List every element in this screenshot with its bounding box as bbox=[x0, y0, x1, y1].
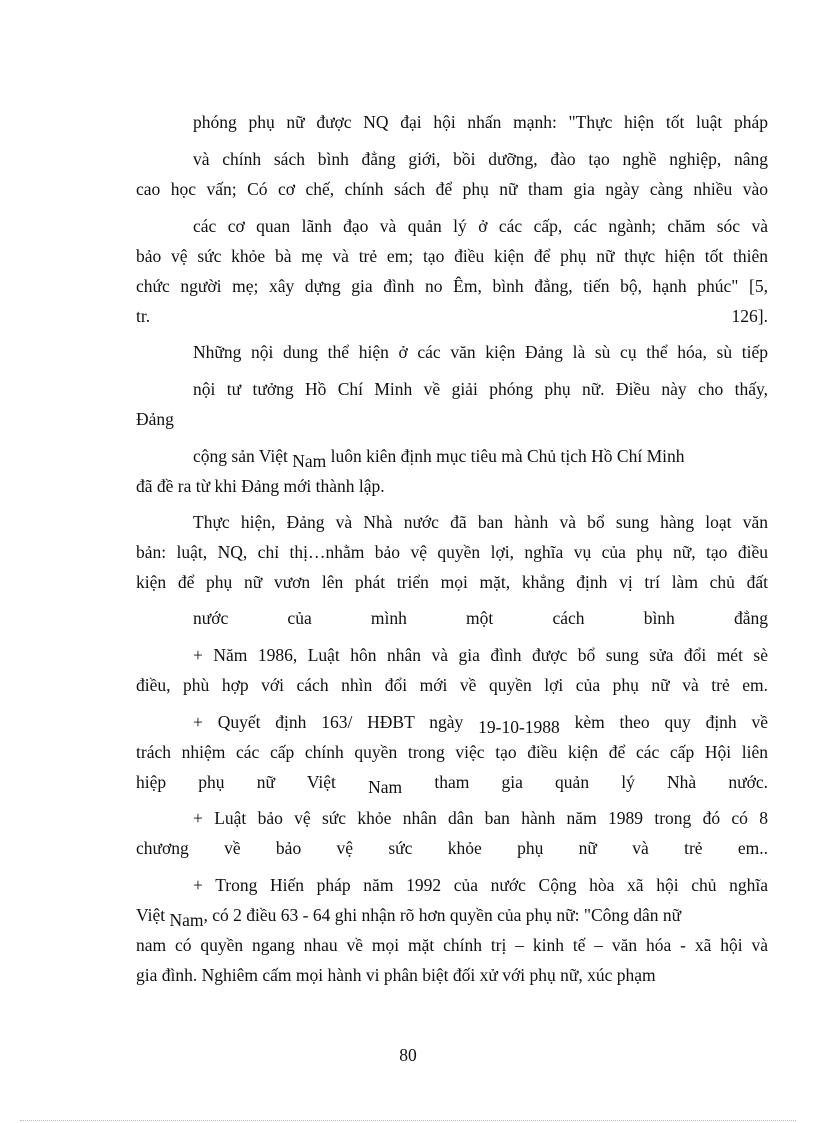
text-segment: tham gia quản lý Nhà nước. bbox=[434, 772, 769, 792]
text-line: cao học vấn; Có cơ chế, chính sách để phụ nữ tham gia ngày càng nhiều vào bbox=[136, 179, 768, 199]
text-line: Đảng bbox=[136, 409, 174, 429]
text-line: + Luật bảo vệ sức khỏe nhân dân ban hành năm 1989 trong đó có 8 bbox=[193, 808, 768, 828]
text-line: bản: luật, NQ, chỉ thị…nhằm bảo vệ quyền lợi, nghĩa vụ của phụ nữ, tạo điều bbox=[136, 542, 768, 562]
text-segment-lowered: Nam bbox=[169, 910, 204, 930]
text-line: Những nội dung thể hiện ở các văn kiện Đảng là sù cụ thể hóa, sù tiếp bbox=[193, 342, 768, 362]
text-line: Thực hiện, Đảng và Nhà nước đã ban hành và bổ sung hàng loạt văn bbox=[193, 512, 768, 532]
text-segment-lowered: Nam bbox=[292, 451, 327, 471]
text-line: nước của mình một cách bình đẳng bbox=[193, 608, 768, 628]
text-line: nội tư tưởng Hồ Chí Minh về giải phóng phụ nữ. Điều này cho thấy, bbox=[193, 379, 768, 399]
text-segment: kèm theo quy định về bbox=[574, 712, 769, 732]
text-line: đã đề ra từ khi Đảng mới thành lập. bbox=[136, 476, 385, 496]
text-segment: Việt bbox=[136, 905, 166, 925]
text-segment: hiệp phụ nữ Việt bbox=[136, 772, 336, 792]
text-line: chương về bảo vệ sức khỏe phụ nữ và trẻ em.. bbox=[136, 838, 768, 858]
text-line: phóng phụ nữ được NQ đại hội nhấn mạnh: "Thực hiện tốt luật pháp bbox=[193, 112, 768, 132]
text-line bbox=[193, 710, 769, 737]
text-line: và chính sách bình đẳng giới, bồi dưỡng, đào tạo nghề nghiệp, nâng bbox=[193, 149, 768, 169]
text-segment: + Quyết định 163/ HĐBT ngày bbox=[193, 712, 464, 732]
text-line: chức người mẹ; xây dựng gia đình no Êm, bình đẳng, tiến bộ, hạnh phúc" [5, bbox=[136, 276, 768, 296]
text-line bbox=[136, 903, 768, 930]
text-segment-lowered: Nam bbox=[368, 777, 403, 797]
text-line: + Năm 1986, Luật hôn nhân và gia đình được bổ sung sửa đổi mét sè bbox=[193, 645, 768, 665]
text-line: gia đình. Nghiêm cấm mọi hành vi phân biệt đối xử với phụ nữ, xúc phạm bbox=[136, 965, 656, 985]
text-line: trách nhiệm các cấp chính quyền trong việc tạo điều kiện để các cấp Hội liên bbox=[136, 742, 768, 762]
text-line: các cơ quan lãnh đạo và quản lý ở các cấp, các ngành; chăm sóc và bbox=[193, 216, 768, 236]
page-bottom-divider bbox=[20, 1120, 796, 1121]
text-line bbox=[193, 444, 768, 471]
text-segment: , có 2 điều 63 - 64 ghi nhận rõ hơn quyền của phụ nữ: "Công dân nữ bbox=[203, 905, 682, 925]
text-line: nam có quyền ngang nhau về mọi mặt chính trị – kinh tế – văn hóa - xã hội và bbox=[136, 935, 768, 955]
text-line: tr. 126]. bbox=[136, 306, 768, 326]
text-line bbox=[136, 770, 769, 797]
text-line: + Trong Hiến pháp năm 1992 của nước Cộng hòa xã hội chủ nghĩa bbox=[193, 875, 768, 895]
text-line: bảo vệ sức khỏe bà mẹ và trẻ em; tạo điều kiện để phụ nữ thực hiện tốt thiên bbox=[136, 246, 768, 266]
text-line: điều, phù hợp với cách nhìn đổi mới về quyền lợi của phụ nữ và trẻ em. bbox=[136, 675, 768, 695]
page-number: 80 bbox=[399, 1045, 417, 1065]
text-segment: luôn kiên định mục tiêu mà Chủ tịch Hồ Chí Minh bbox=[330, 446, 685, 466]
text-segment-lowered: 19-10-1988 bbox=[478, 717, 560, 737]
text-line: kiện để phụ nữ vươn lên phát triển mọi mặt, khẳng định vị trí làm chủ đất bbox=[136, 572, 768, 592]
text-segment: cộng sản Việt bbox=[193, 446, 288, 466]
